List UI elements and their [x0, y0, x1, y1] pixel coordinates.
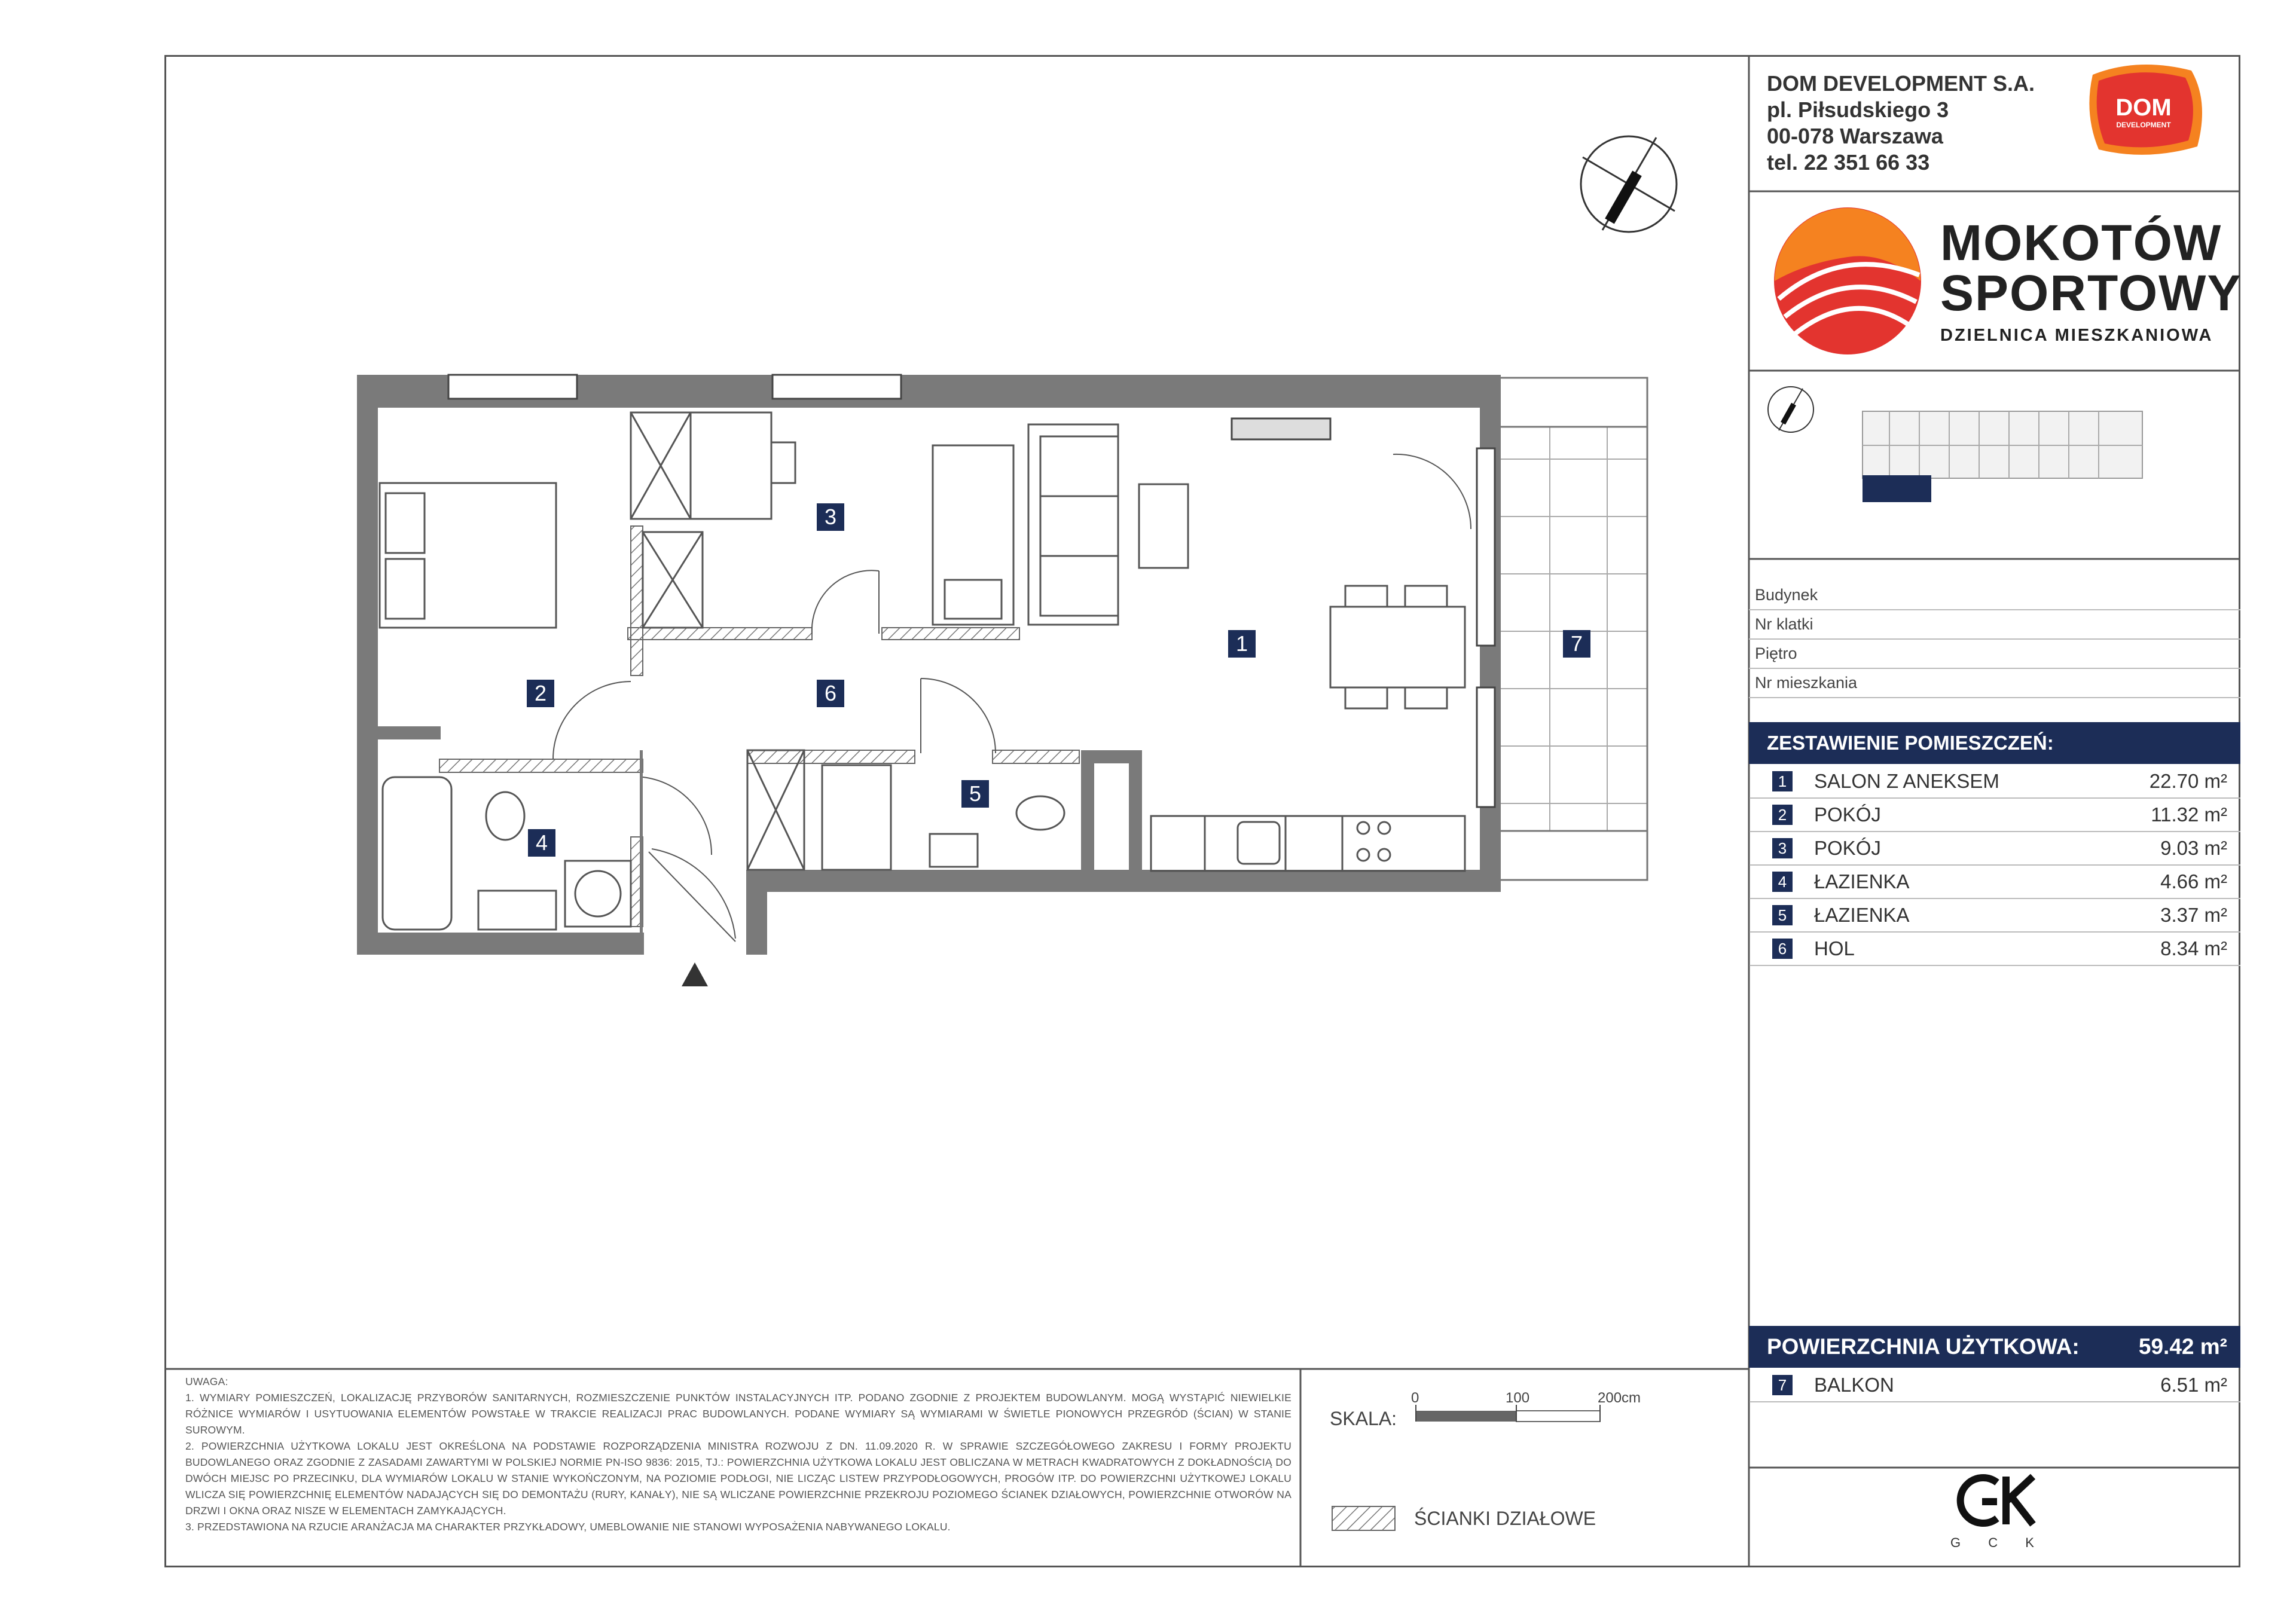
room-row-6: 6 HOL 8.34 m²: [1750, 933, 2240, 966]
wardrobes: [631, 412, 804, 870]
sofa: [1028, 424, 1188, 625]
company-name: DOM DEVELOPMENT S.A.: [1767, 71, 2035, 96]
architect-initials: G C K: [1950, 1535, 2046, 1550]
scale-tick-100: 100: [1506, 1390, 1530, 1406]
entrance-marker-icon: [682, 962, 708, 986]
scale-label: SKALA:: [1330, 1408, 1397, 1429]
compass-icon: [1581, 136, 1677, 232]
info-table: [1749, 581, 2240, 698]
room-row-5: 5 ŁAZIENKA 3.37 m²: [1750, 899, 2240, 933]
kitchen-counter: [1151, 816, 1465, 871]
info-row-building: Budynek: [1749, 581, 2240, 610]
scale-bar: [1416, 1405, 1600, 1422]
plan-label-5: 5: [961, 780, 989, 808]
partition-walls: [439, 526, 1079, 927]
total-area-bar: [1749, 1326, 2240, 1368]
dom-logo-text: DOM: [2115, 94, 2172, 121]
plan-label-7: 7: [1563, 630, 1590, 658]
room-row-3: 3 POKÓJ 9.03 m²: [1750, 832, 2240, 866]
project-name-line2: SPORTOWY: [1940, 265, 2242, 321]
legend-hatch-swatch: [1332, 1506, 1395, 1530]
key-plan: [1768, 387, 2142, 502]
note-item-1: 1. WYMIARY POMIESZCZEŃ, LOKALIZACJĘ PRZYBORÓW SANITARNYCH, ROZMIESZCZENIE PUNKTÓW INSTALACYJNYCH ITP. PODANO ZGODNIE Z PROJEKTEM BUDOWLANYM. MOGĄ WYSTĄPIĆ NIEWIELKIE RÓŻNICE WYMIARÓW I USYTUOWANIA ELEMENTÓW POWSTAŁE W TRAKCIE REALIZACJI PRAC BUDOWLANYCH. PODANE WYMIARY SĄ WYMIARAMI W ŚWIETLE PIONOWYCH PRZEGRÓD (ŚCIAN) W STANIE SUROWYM.: [185, 1392, 1292, 1436]
notes-heading: UWAGA:: [185, 1376, 228, 1387]
notes-block: [185, 1374, 1292, 1535]
room-row-2: 2 POKÓJ 11.32 m²: [1750, 799, 2240, 832]
plan-label-1: 1: [1228, 630, 1256, 658]
room-row-4: 4 ŁAZIENKA 4.66 m²: [1750, 866, 2240, 899]
project-name-line1: MOKOTÓW: [1940, 215, 2222, 271]
double-bed: [380, 483, 556, 628]
scale-tick-0: 0: [1411, 1390, 1419, 1406]
plan-label-2: 2: [527, 680, 554, 707]
dining-table: [1330, 586, 1465, 708]
balcony-row: 7 BALKON 6.51 m²: [1750, 1369, 2240, 1402]
project-tagline: DZIELNICA MIESZKANIOWA: [1940, 326, 2213, 345]
info-row-floor: Piętro: [1749, 640, 2240, 669]
total-area-label: POWIERZCHNIA UŻYTKOWA:: [1767, 1334, 2080, 1359]
gck-logo: [1961, 1477, 2033, 1524]
dom-logo-subtext: DEVELOPMENT: [2116, 121, 2171, 129]
rooms-heading: ZESTAWIENIE POMIESZCZEŃ:: [1749, 722, 2240, 764]
company-city: 00-078 Warszawa: [1767, 124, 1943, 148]
total-area-value: 59.42 m²: [2138, 1334, 2227, 1359]
company-street: pl. Piłsudskiego 3: [1767, 97, 1949, 122]
plan-label-3: 3: [817, 503, 844, 531]
info-row-apartment: Nr mieszkania: [1749, 669, 2240, 698]
mokotow-sportowy-logo: [1774, 207, 1921, 354]
plan-label-6: 6: [817, 680, 844, 707]
scale-tick-200: 200cm: [1598, 1390, 1641, 1406]
company-phone: tel. 22 351 66 33: [1767, 150, 1930, 175]
plan-label-4: 4: [528, 829, 555, 857]
single-bed: [933, 445, 1013, 625]
door-swings: [553, 454, 1471, 942]
room-row-1: 1 SALON Z ANEKSEM 22.70 m²: [1750, 765, 2240, 799]
note-item-3: 3. PRZEDSTAWIONA NA RZUCIE ARANŻACJA MA CHARAKTER PRZYKŁADOWY, UMEBLOWANIE NIE STANOWI WYPOSAŻENIA NABYWANEGO LOKALU.: [185, 1521, 951, 1533]
info-row-staircase: Nr klatki: [1749, 610, 2240, 640]
balcony-area: [1497, 378, 1647, 879]
note-item-2: 2. POWIERZCHNIA UŻYTKOWA LOKALU JEST OKREŚLONA NA PODSTAWIE ROZPORZĄDZENIA MINISTRA ROZWOJU Z DN. 11.09.2020 R. W SPRAWIE SZCZEGÓŁOWEGO ZAKRESU I FORMY PROJEKTU BUDOWLANEGO ORAZ ZGODNIE Z ZASADAMI ZAWARTYMI W POLSKIEJ NORMIE PN-ISO 9836: 2015, TJ.: POWIERZCHNIA UŻYTKOWA LOKALU JEST OBLICZANA W METRACH KWADRATOWYCH Z DOKŁADNOŚCIĄ DO DWÓCH MIEJSC PO PRZECINKU, DLA WYMIARÓW LOKALU W STANIE WYKOŃCZONYM, NA POZIOMIE PODŁOGI, NIE LICZĄC LISTEW PRZYPODŁOGOWYCH, PROGÓW ITP. DO POWIERZCHNI UŻYTKOWEJ LOKALU WLICZA SIĘ POWIERZCHNIĘ ELEMENTÓW NADAJĄCYCH SIĘ DO DEMONTAŻU (RURY, KANAŁY), NIE SĄ WLICZANE POWIERZCHNIE PRZEKROJU POZIOMEGO ŚCIANEK DZIAŁOWYCH, POWIERZCHNIE OTWORÓW NA DRZWI I OKNA ORAZ NISZE W ELEMENTACH ZAMYKAJĄCYCH.: [185, 1440, 1292, 1517]
legend-label: ŚCIANKI DZIAŁOWE: [1414, 1508, 1596, 1529]
